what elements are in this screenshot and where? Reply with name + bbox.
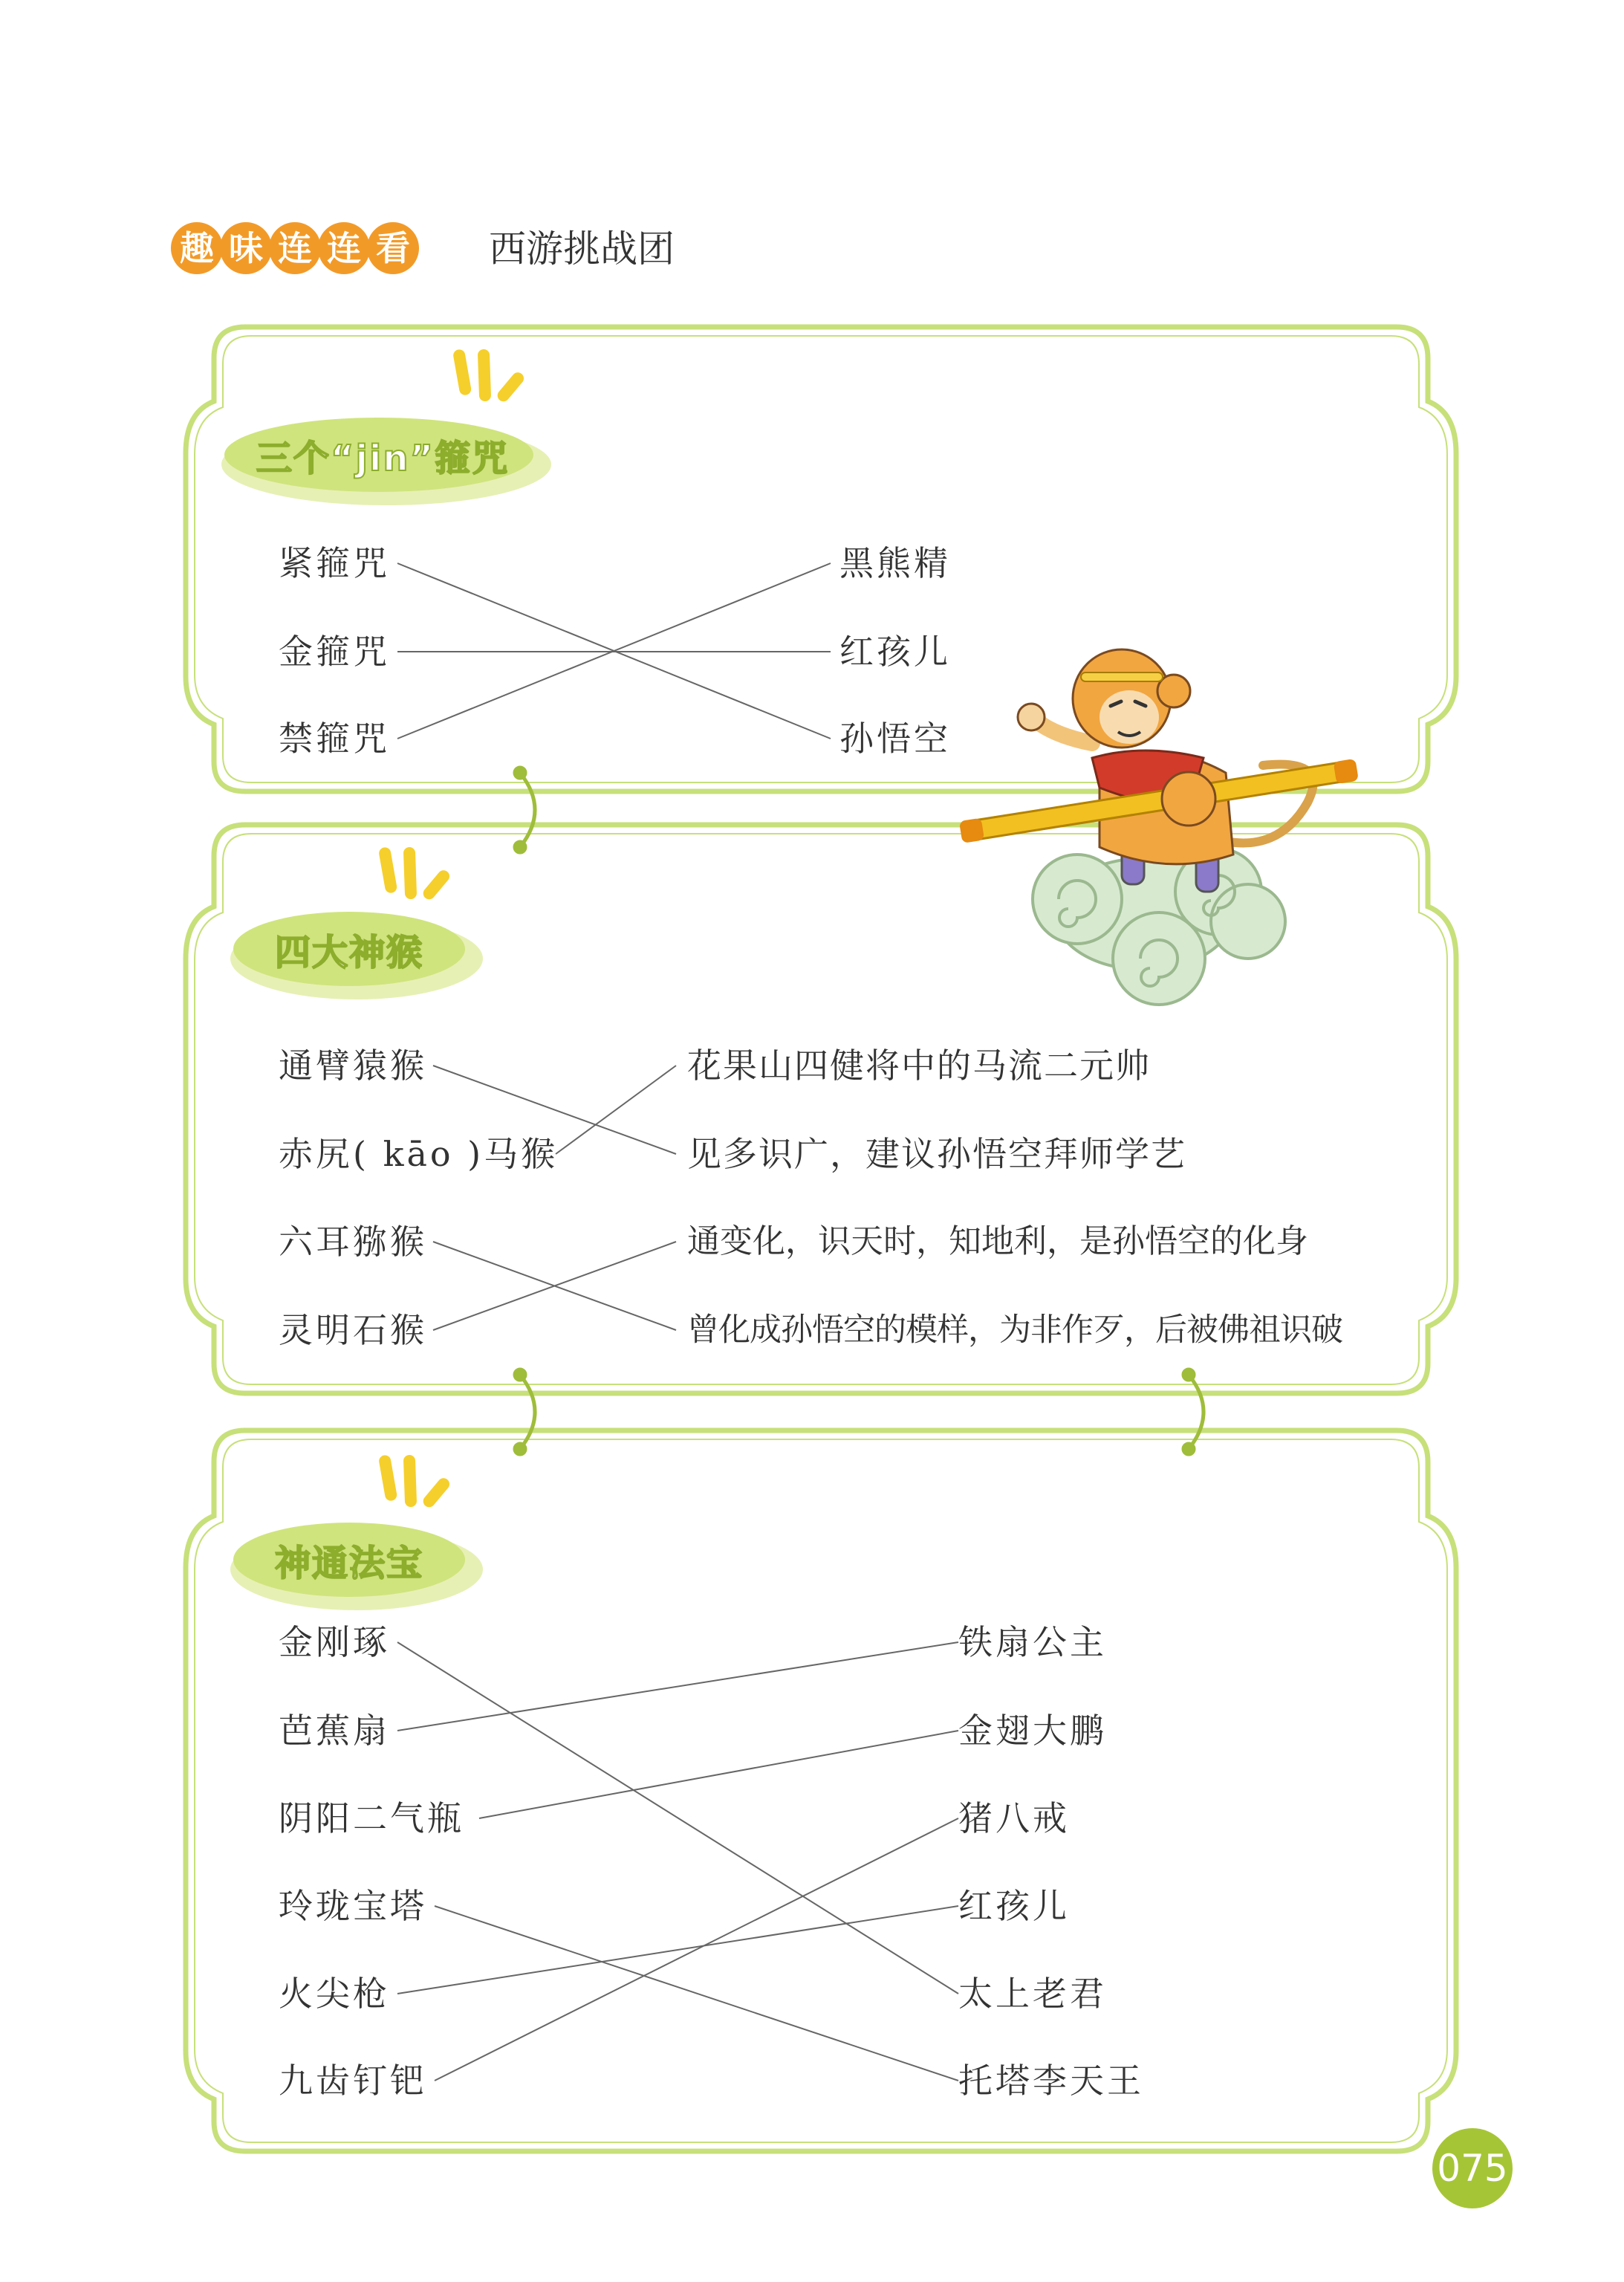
header — [171, 217, 839, 284]
match-lines-section-2 — [433, 1066, 676, 1330]
match-lines-section-3 — [397, 1642, 958, 2081]
left-item: 芭蕉扇 — [279, 1711, 390, 1751]
left-item: 赤尻( kāo )马猴 — [279, 1134, 559, 1174]
page-subtitle: 西游挑战团 — [489, 227, 675, 270]
right-item: 红孩儿 — [839, 632, 951, 672]
right-item: 见多识广，建议孙悟空拜师学艺 — [687, 1134, 1186, 1174]
right-item: 花果山四健将中的马流二元帅 — [687, 1046, 1151, 1086]
left-item: 火尖枪 — [279, 1974, 390, 2014]
category-badge — [171, 217, 416, 279]
match-lines-section-1 — [397, 563, 831, 739]
left-item: 紧箍咒 — [279, 543, 390, 583]
right-item: 铁扇公主 — [958, 1622, 1107, 1662]
section-title-2: 四大神猴 — [274, 931, 423, 973]
left-item: 金箍咒 — [279, 632, 390, 672]
right-item: 太上老君 — [958, 1974, 1107, 2014]
right-item: 曾化成孙悟空的模样，为非作歹，后被佛祖识破 — [687, 1312, 1342, 1349]
right-item: 通变化，识天时，知地利，是孙悟空的化身 — [687, 1222, 1308, 1260]
right-item: 托塔李天王 — [958, 2061, 1144, 2101]
right-item: 金翅大鹏 — [958, 1711, 1107, 1751]
badge-char: 看 — [367, 222, 419, 274]
section-title-1: 三个“jin”箍咒 — [256, 437, 510, 479]
left-item: 六耳猕猴 — [279, 1222, 427, 1262]
right-item: 猪八戒 — [958, 1798, 1070, 1838]
left-item: 灵明石猴 — [279, 1310, 427, 1350]
right-item: 黑熊精 — [839, 543, 951, 583]
badge-char: 味 — [220, 222, 272, 274]
page-number: 075 — [1432, 2128, 1513, 2208]
badge-char: 连 — [269, 222, 321, 274]
left-item: 禁箍咒 — [279, 719, 390, 759]
section-title-3: 神通法宝 — [274, 1542, 423, 1584]
left-item: 阴阳二气瓶 — [279, 1798, 464, 1838]
left-item: 九齿钉钯 — [279, 2061, 427, 2101]
right-item: 孙悟空 — [839, 719, 951, 759]
badge-char: 连 — [318, 222, 370, 274]
badge-char: 趣 — [171, 222, 223, 274]
left-item: 玲珑宝塔 — [279, 1886, 427, 1926]
right-item: 红孩儿 — [958, 1886, 1070, 1926]
left-item: 通臂猿猴 — [279, 1046, 427, 1086]
left-item: 金刚琢 — [279, 1622, 390, 1662]
